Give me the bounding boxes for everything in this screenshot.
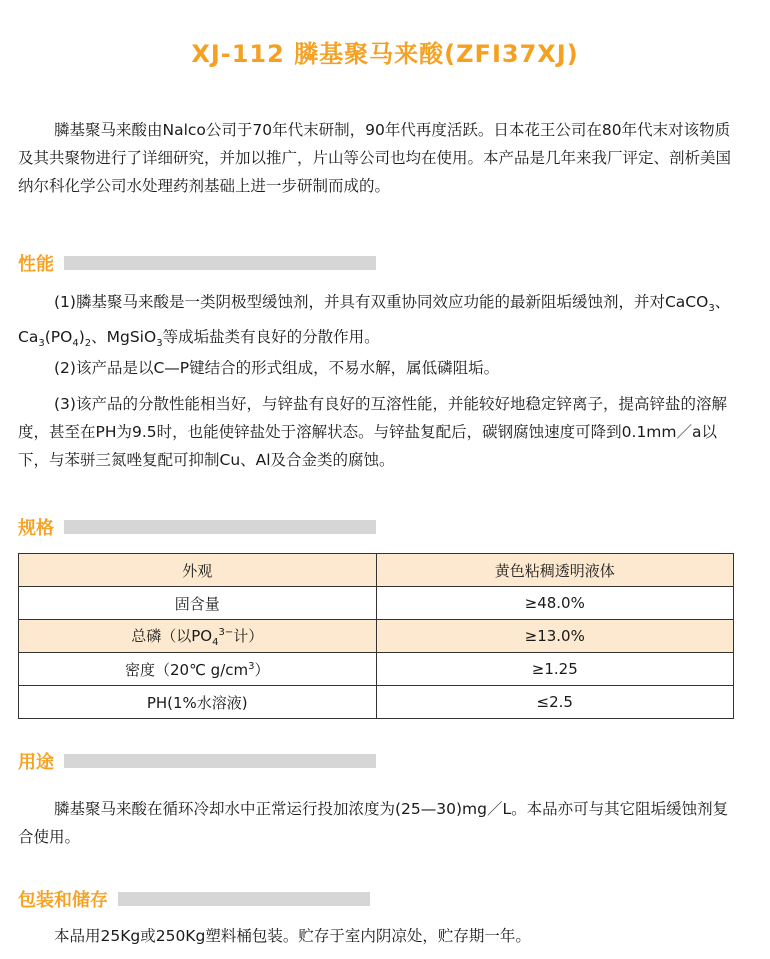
performance-point-3: (3)该产品的分散性能相当好，与锌盐有良好的互溶性能，并能较好地稳定锌离子，提高锌盐的溶解度，甚至在PH为9.5时，也能使锌盐处于溶解状态。与锌盐复配后，碳钢腐蚀速度可降到0.1mm／a以下，与苯骈三氮唑复配可抑制Cu、Al及合金类的腐蚀。 [18,395,727,469]
heading-bar [118,892,370,906]
table-row [19,653,734,686]
spec-value: ≥13.0% [376,620,734,653]
table-row [19,587,734,620]
packaging-heading [18,888,370,910]
spec-label: 密度（20℃ $g/cm^3$） [19,653,377,686]
packaging-paragraph: 本品用25Kg或250Kg塑料桶包装。贮存于室内阴凉处，贮存期一年。 [54,927,531,945]
performance-heading [18,252,376,274]
table-row [19,686,734,719]
spec-label: 固含量 [19,587,377,620]
spec-heading [18,516,376,538]
spec-label: 外观 [19,554,377,587]
intro-paragraph: 膦基聚马来酸由Nalco公司于70年代末研制，90年代再度活跃。日本花王公司在80年代末对该物质及其共聚物进行了详细研究，并加以推广，片山等公司也均在使用。本产品是几年来我厂评定、剖析美国纳尔科化学公司水处理药剂基础上进一步研制而成的。 [18,121,732,195]
table-row [19,620,734,653]
heading-bar [64,256,376,270]
usage-heading [18,750,376,772]
table-row [19,554,734,587]
usage-paragraph: 膦基聚马来酸在循环冷却水中正常运行投加浓度为(25—30)mg／L。本品亦可与其它阻垢缓蚀剂复合使用。 [18,800,729,846]
performance-point-2: (2)该产品是以C—P键结合的形式组成，不易水解，属低磷阻垢。 [54,359,500,377]
spec-heading-label: 规格 [18,518,54,539]
spec-value: 黄色粘稠透明液体 [376,554,734,587]
spec-table [18,553,734,719]
spec-label: PH(1%水溶液) [19,686,377,719]
heading-bar [64,754,376,768]
spec-value: ≤2.5 [376,686,734,719]
heading-bar [64,520,376,534]
spec-value: ≥1.25 [376,653,734,686]
performance-heading-label: 性能 [18,254,54,275]
spec-label: 总磷（以$PO_4^{3-}$计） [19,620,377,653]
performance-point-1: (1)膦基聚马来酸是一类阴极型缓蚀剂，并具有双重协同效应功能的最新阻垢缓蚀剂，并对CaCO$_3$、$Ca_3(PO_4)_2$、MgSiO$_3$等成垢盐类有良好的分散作用。 [18,293,731,350]
packaging-heading-label: 包装和储存 [18,890,108,911]
page-title: XJ-112 膦基聚马来酸(ZFI37XJ) [191,40,579,68]
spec-value: ≥48.0% [376,587,734,620]
usage-heading-label: 用途 [18,752,54,773]
